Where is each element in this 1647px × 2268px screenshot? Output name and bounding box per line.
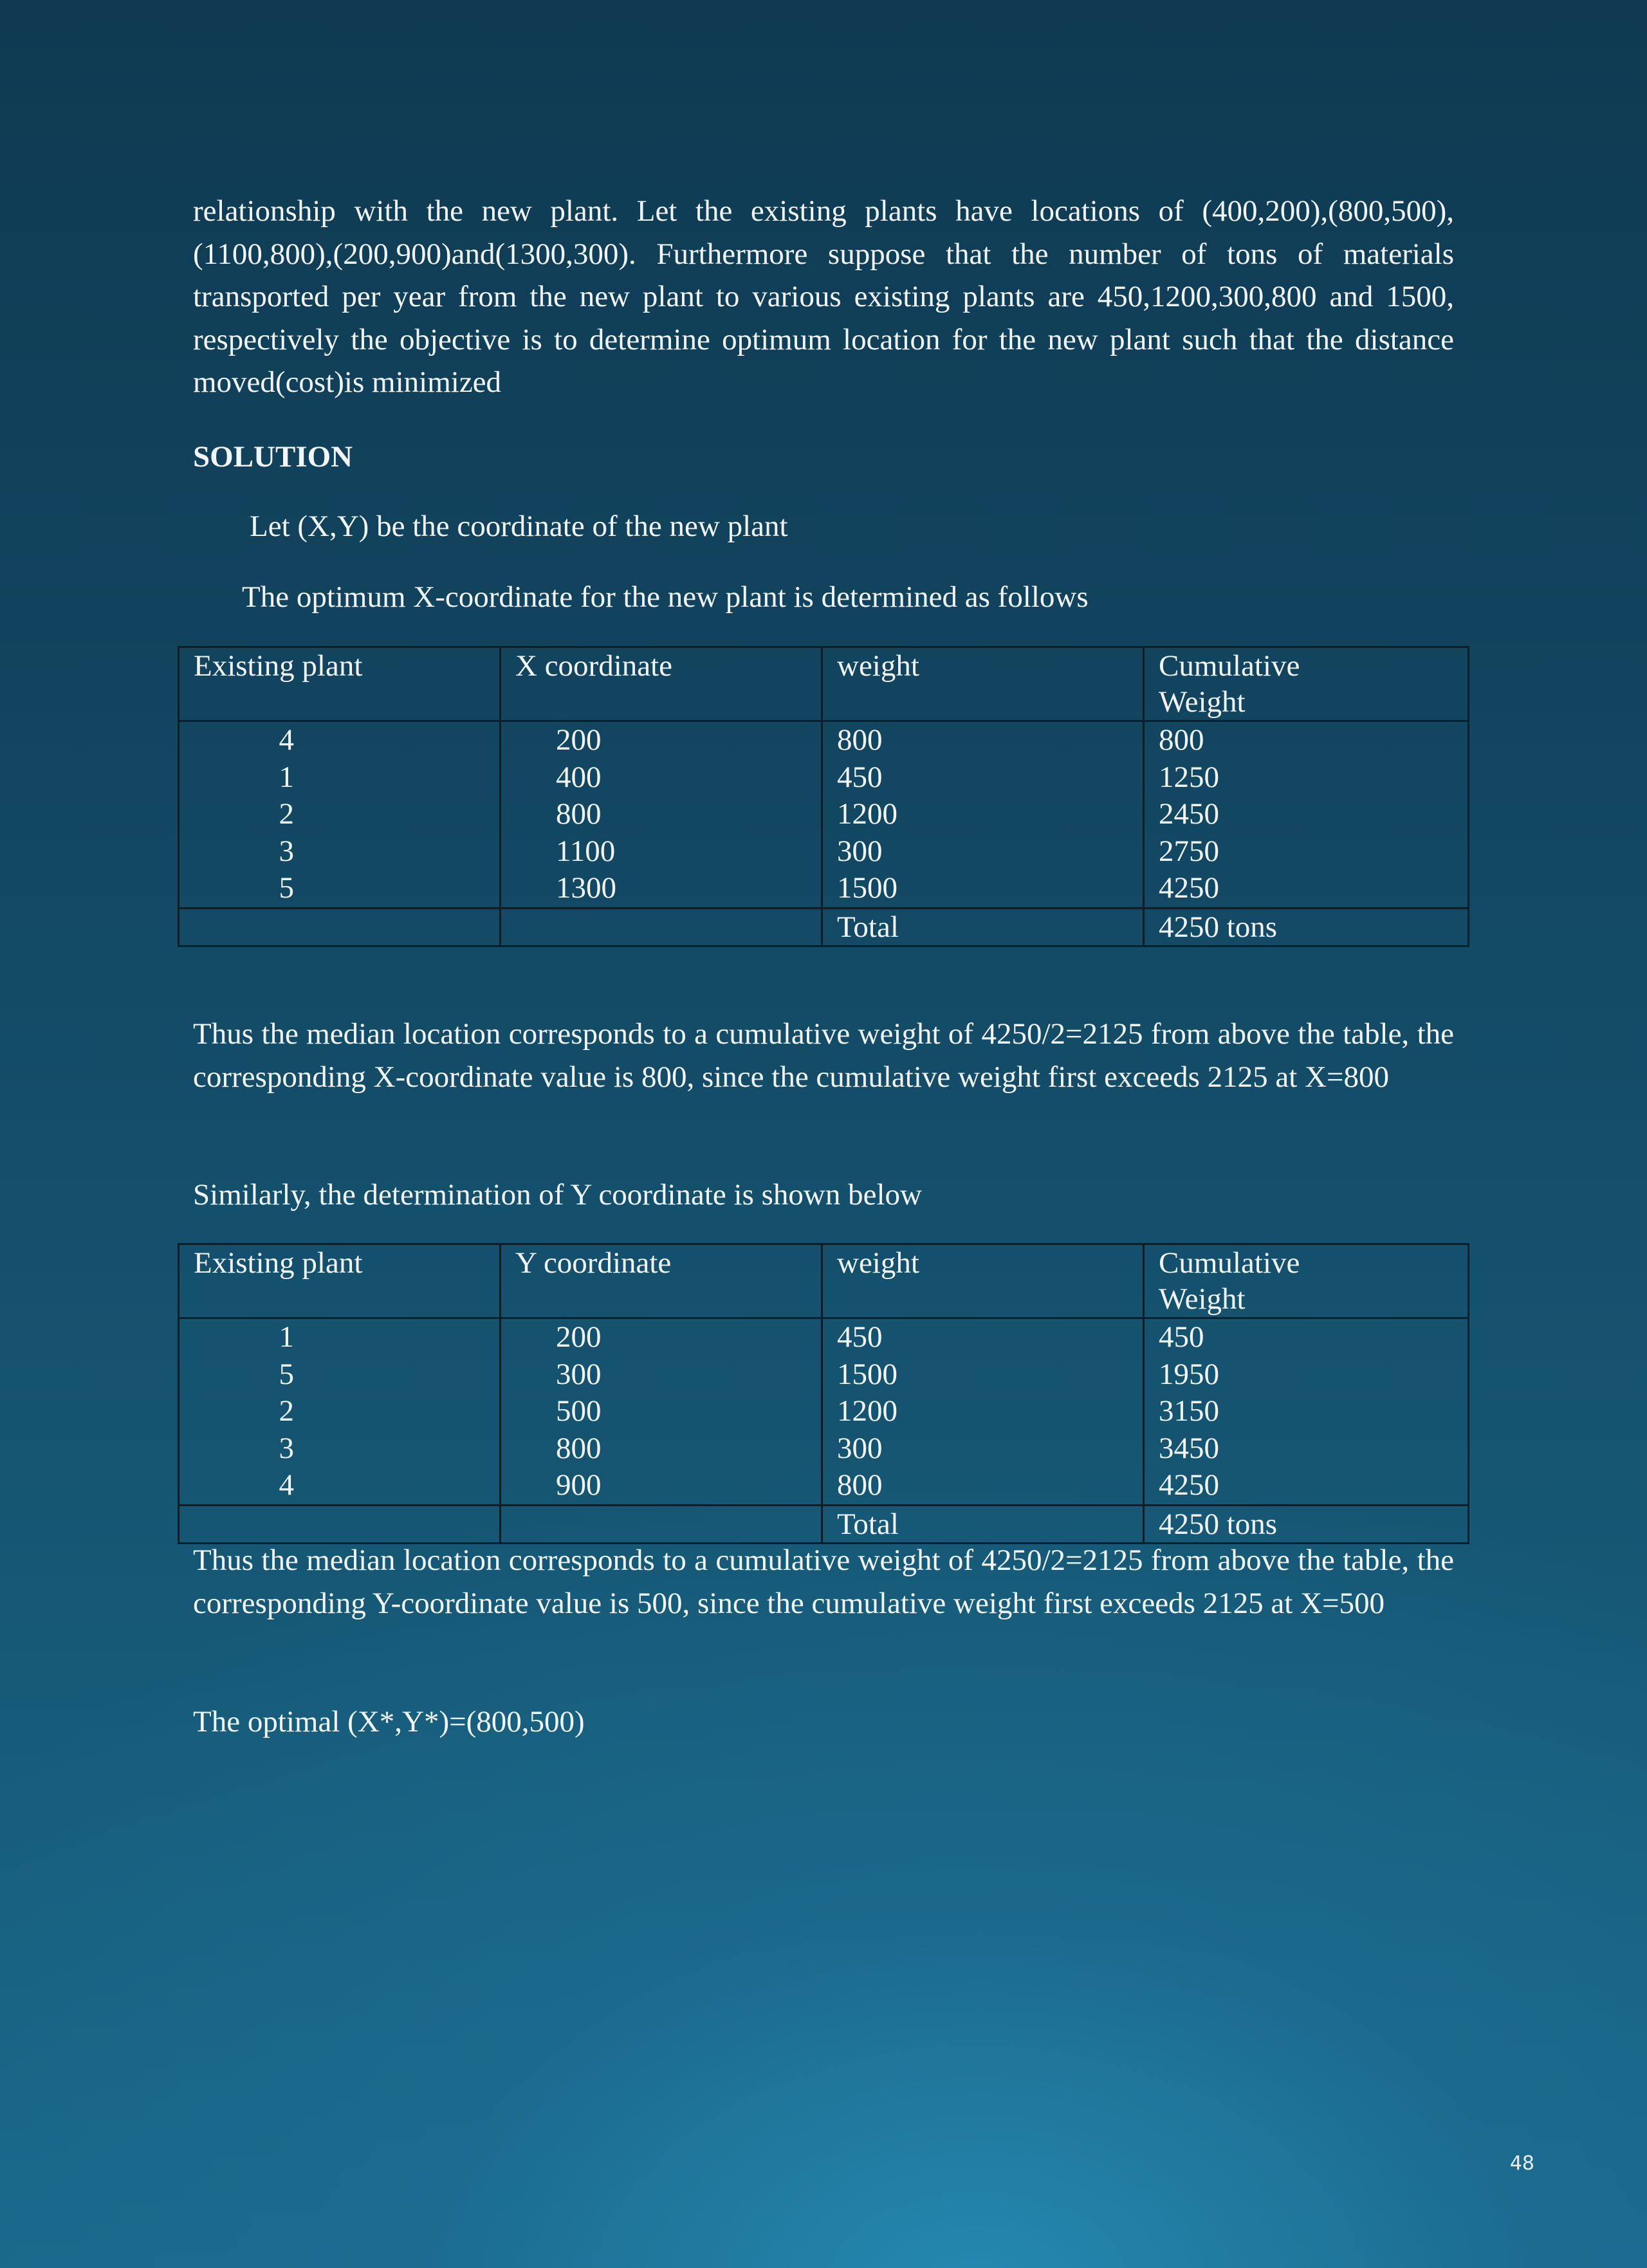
table-cell: 1 (279, 1320, 294, 1354)
table-cell: 300 (556, 1357, 602, 1391)
x-table-header-coordinate: X coordinate (501, 647, 822, 721)
y-table-header-weight: weight (822, 1244, 1144, 1318)
table-cell: 800 (837, 723, 883, 757)
y-table-cumulative-column (1144, 1318, 1469, 1506)
x-table-total-value: 4250 tons (1144, 908, 1469, 946)
y-table-total-row (179, 1505, 1469, 1543)
table-cell: 800 (1159, 723, 1204, 757)
table-cell: 1950 (1159, 1357, 1219, 1391)
optimal-result: The optimal (X*,Y*)=(800,500) (193, 1705, 585, 1738)
table-cell: 2 (279, 797, 294, 831)
let-line-block (250, 505, 1511, 548)
table-cell: 200 (556, 1320, 602, 1354)
table-cell: 1300 (556, 871, 616, 905)
table-cell: 3 (279, 834, 294, 868)
table-cell: 2450 (1159, 797, 1219, 831)
x-table-header-cumulative: Cumulative Weight (1144, 647, 1469, 721)
table-cell: 1200 (837, 797, 897, 831)
table-cell: 4250 (1159, 871, 1219, 905)
x-table-plant-column (179, 721, 501, 908)
intro-block (193, 190, 1454, 404)
x-coordinate-table (178, 646, 1469, 947)
table-cell: 1 (279, 760, 294, 794)
table-cell-empty (501, 1505, 822, 1543)
table-cell: 2750 (1159, 834, 1219, 868)
y-table-weight-column (822, 1318, 1144, 1506)
y-conclusion-block (193, 1539, 1454, 1625)
table-cell-empty (179, 1505, 501, 1543)
table-cell: 1200 (837, 1394, 897, 1428)
y-table-coordinate-column (501, 1318, 822, 1506)
table-cell-empty (179, 908, 501, 946)
table-cell: 300 (837, 1431, 883, 1465)
x-table-total-row (179, 908, 1469, 946)
table-cell: 1500 (837, 871, 897, 905)
table-cell: 4 (279, 1468, 294, 1502)
table-cell: 3 (279, 1431, 294, 1465)
table-cell: 5 (279, 1357, 294, 1391)
table-cell: 450 (837, 760, 883, 794)
table-cell: 4250 (1159, 1468, 1219, 1502)
table-cell: 800 (556, 1431, 602, 1465)
table-cell: 900 (556, 1468, 602, 1502)
table-cell: 1500 (837, 1357, 897, 1391)
optimal-block (193, 1701, 1454, 1743)
x-intro-text: The optimum X-coordinate for the new plant is determined as follows (242, 580, 1089, 614)
table-cell: 300 (837, 834, 883, 868)
x-conclusion-text: Thus the median location corresponds to a cumulative weight of 4250/2=2125 from above the table, the corresponding X-coordinate value is 800, since the cumulative weight first exceeds 2125 at X=800 (193, 1017, 1454, 1094)
table-cell: 450 (837, 1320, 883, 1354)
table-cell: 800 (837, 1468, 883, 1502)
let-statement: Let (X,Y) be the coordinate of the new plant (250, 510, 788, 543)
x-table-body (179, 721, 1469, 908)
y-table-total-value: 4250 tons (1144, 1505, 1469, 1543)
x-table-weight-column (822, 721, 1144, 908)
x-table-header-row (179, 647, 1469, 721)
y-coordinate-table (178, 1243, 1469, 1544)
x-table-cumulative-column (1144, 721, 1469, 908)
x-table-total-label: Total (822, 908, 1144, 946)
y-table-plant-column (179, 1318, 501, 1506)
solution-heading: SOLUTION (193, 440, 353, 474)
table-cell: 4 (279, 723, 294, 757)
y-conclusion-text: Thus the median location corresponds to a cumulative weight of 4250/2=2125 from above the table, the corresponding Y-coordinate value is 500, since the cumulative weight first exceeds 2125 at X=500 (193, 1544, 1454, 1620)
solution-block (193, 436, 1454, 478)
y-table-header-cumulative: Cumulative Weight (1144, 1244, 1469, 1318)
x-conclusion-block (193, 1013, 1454, 1098)
y-table-header-coordinate: Y coordinate (501, 1244, 822, 1318)
table-cell: 3450 (1159, 1431, 1219, 1465)
y-table-header-row (179, 1244, 1469, 1318)
y-table-header-plant: Existing plant (179, 1244, 501, 1318)
x-intro-block (242, 576, 1503, 618)
table-cell: 1100 (556, 834, 616, 868)
table-cell: 200 (556, 723, 602, 757)
table-cell: 1250 (1159, 760, 1219, 794)
table-cell: 800 (556, 797, 602, 831)
page-number: 48 (1509, 2152, 1534, 2175)
y-table-total-label: Total (822, 1505, 1144, 1543)
table-cell: 450 (1159, 1320, 1204, 1354)
y-intro-block (193, 1174, 1454, 1216)
table-cell: 400 (556, 760, 602, 794)
table-cell: 2 (279, 1394, 294, 1428)
x-table-header-plant: Existing plant (179, 647, 501, 721)
x-table-coordinate-column (501, 721, 822, 908)
x-table-header-weight: weight (822, 647, 1144, 721)
y-table-body (179, 1318, 1469, 1506)
table-cell-empty (501, 908, 822, 946)
intro-paragraph: relationship with the new plant. Let the existing plants have locations of (400,200),(800,500),(1100,800),(200,900)and(1300,300). Furthermore suppose that the number of tons of materials transported per year from the new plant to various existing plants are 450,1200,300,800 and 1500, respectively the objective is to determine optimum location for the new plant such that the distance moved(cost)is minimized (193, 194, 1454, 399)
table-cell: 500 (556, 1394, 602, 1428)
y-intro-text: Similarly, the determination of Y coordinate is shown below (193, 1178, 922, 1212)
table-cell: 5 (279, 871, 294, 905)
table-cell: 3150 (1159, 1394, 1219, 1428)
